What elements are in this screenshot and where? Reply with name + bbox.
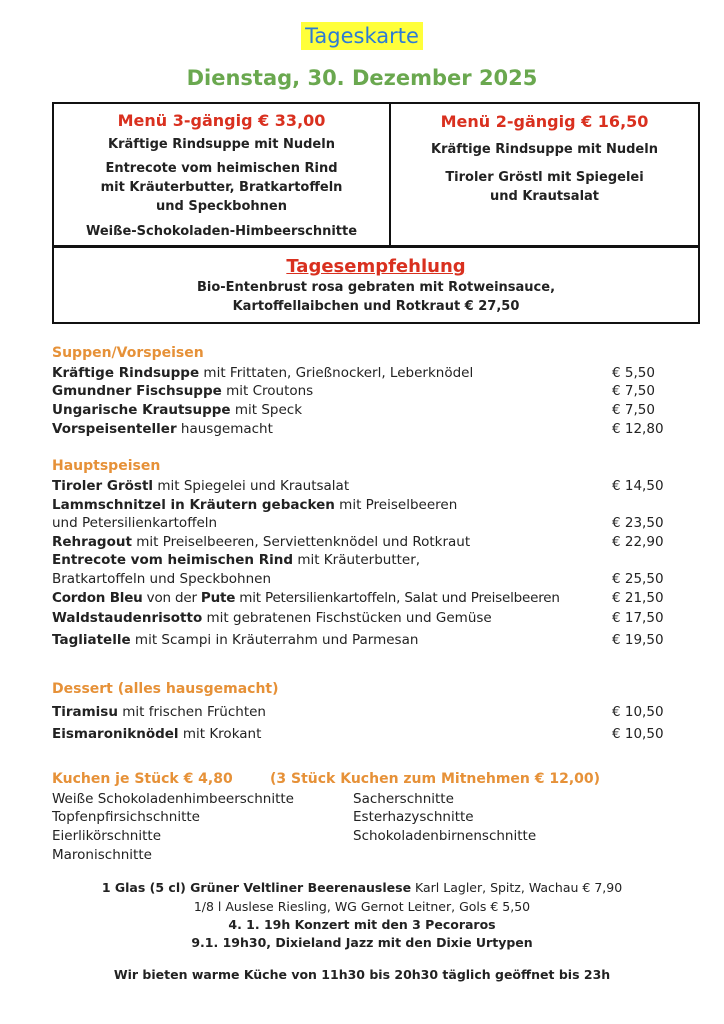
suppen-heading: Suppen/Vorspeisen [52, 345, 204, 361]
tagesempfehlung-line: Bio-Entenbrust rosa gebraten mit Rotweinsauce, [196, 280, 556, 295]
title-wrapper [0, 22, 724, 50]
item-price: € 7,50 [612, 402, 655, 418]
menu-item: Eismaroniknödel mit Krokant € 10,50 [52, 726, 664, 742]
cake-item: Sacherschnitte [353, 791, 454, 807]
kuchen-takeaway-note: (3 Stück Kuchen zum Mitnehmen € 12,00) [270, 771, 601, 787]
menu-item: Entrecote vom heimischen Rind mit Kräuterbutter, [52, 552, 421, 568]
tagesempfehlung-heading: Tagesempfehlung [286, 256, 466, 277]
wine-offer-1: 1 Glas (5 cl) Grüner Veltliner Beerenauslese Karl Lagler, Spitz, Wachau € 7,90 [101, 880, 623, 895]
menu-item: Rehragout mit Preiselbeeren, Serviettenknödel und Rotkraut € 22,90 [52, 534, 664, 550]
cake-item: Esterhazyschnitte [353, 809, 474, 825]
menu-3-line: und Speckbohnen [156, 199, 287, 214]
item-price: € 22,90 [612, 534, 664, 550]
menu-item-continuation: und Petersilienkartoffeln € 23,50 [52, 515, 664, 531]
menu-3-box [52, 102, 391, 247]
item-price: € 10,50 [612, 704, 664, 720]
menu-item: Vorspeisenteller hausgemacht € 12,80 [52, 421, 664, 437]
menu-item: Tiramisu mit frischen Früchten € 10,50 [52, 704, 664, 720]
event-1: 4. 1. 19h Konzert mit den 3 Pecoraros [228, 917, 496, 932]
tagesempfehlung-line: Kartoffellaibchen und Rotkraut € 27,50 [232, 299, 520, 314]
menu-item-continuation: Bratkartoffeln und Speckbohnen € 25,50 [52, 571, 664, 587]
hauptspeisen-heading: Hauptspeisen [52, 458, 161, 474]
menu-item: Tiroler Gröstl mit Spiegelei und Krautsalat € 14,50 [52, 478, 664, 494]
kuchen-heading: Kuchen je Stück € 4,80 [52, 771, 233, 787]
menu-2-box [389, 102, 700, 247]
menu-item: Kräftige Rindsuppe mit Frittaten, Grießnockerl, Leberknödel € 5,50 [52, 365, 655, 381]
item-price: € 7,50 [612, 383, 655, 399]
menu-item: Cordon Bleu von der Pute mit Petersilienkartoffeln, Salat und Preiselbeeren € 21,50 [52, 590, 664, 606]
date-heading: Dienstag, 30. Dezember 2025 [186, 66, 538, 90]
menu-item: Ungarische Krautsuppe mit Speck € 7,50 [52, 402, 655, 418]
item-price: € 19,50 [612, 632, 664, 648]
item-price: € 14,50 [612, 478, 664, 494]
menu-2-heading: Menü 2-gängig € 16,50 [440, 112, 649, 131]
item-price: € 25,50 [612, 571, 664, 587]
event-2: 9.1. 19h30, Dixieland Jazz mit den Dixie Urtypen [191, 935, 533, 950]
menu-3-line: mit Kräuterbutter, Bratkartoffeln [100, 180, 343, 195]
menu-2-line: Kräftige Rindsuppe mit Nudeln [431, 142, 658, 157]
item-price: € 5,50 [612, 365, 655, 381]
menu-2-line: und Krautsalat [489, 189, 600, 204]
tagesempfehlung-box [52, 246, 700, 324]
cake-item: Eierlikörschnitte [52, 828, 161, 844]
menu-3-line: Kräftige Rindsuppe mit Nudeln [108, 137, 335, 152]
menu-3-line: Weiße-Schokoladen-Himbeerschnitte [85, 224, 358, 239]
page-title: Tageskarte [301, 22, 423, 50]
menu-3-heading: Menü 3-gängig € 33,00 [117, 111, 326, 130]
menu-item: Waldstaudenrisotto mit gebratenen Fischstücken und Gemüse € 17,50 [52, 610, 664, 626]
menu-2-line: Tiroler Gröstl mit Spiegelei [445, 170, 644, 185]
item-price: € 17,50 [612, 610, 664, 626]
item-price: € 12,80 [612, 421, 664, 437]
item-price: € 10,50 [612, 726, 664, 742]
cake-item: Maronischnitte [52, 847, 152, 863]
cake-item: Topfenpfirsichschnitte [52, 809, 200, 825]
menu-item: Gmundner Fischsuppe mit Croutons € 7,50 [52, 383, 655, 399]
wine-offer-2: 1/8 l Auslese Riesling, WG Gernot Leitner, Gols € 5,50 [193, 899, 531, 914]
cake-item: Schokoladenbirnenschnitte [353, 828, 537, 844]
dessert-heading: Dessert (alles hausgemacht) [52, 681, 279, 697]
opening-hours: Wir bieten warme Küche von 11h30 bis 20h30 täglich geöffnet bis 23h [113, 967, 611, 982]
item-price: € 23,50 [612, 515, 664, 531]
menu-item: Lammschnitzel in Kräutern gebacken mit Preiselbeeren [52, 497, 458, 513]
menu-item: Tagliatelle mit Scampi in Kräuterrahm und Parmesan € 19,50 [52, 632, 664, 648]
cake-item: Weiße Schokoladenhimbeerschnitte [52, 791, 294, 807]
menu-3-line: Entrecote vom heimischen Rind [105, 161, 338, 176]
item-price: € 21,50 [612, 590, 664, 606]
